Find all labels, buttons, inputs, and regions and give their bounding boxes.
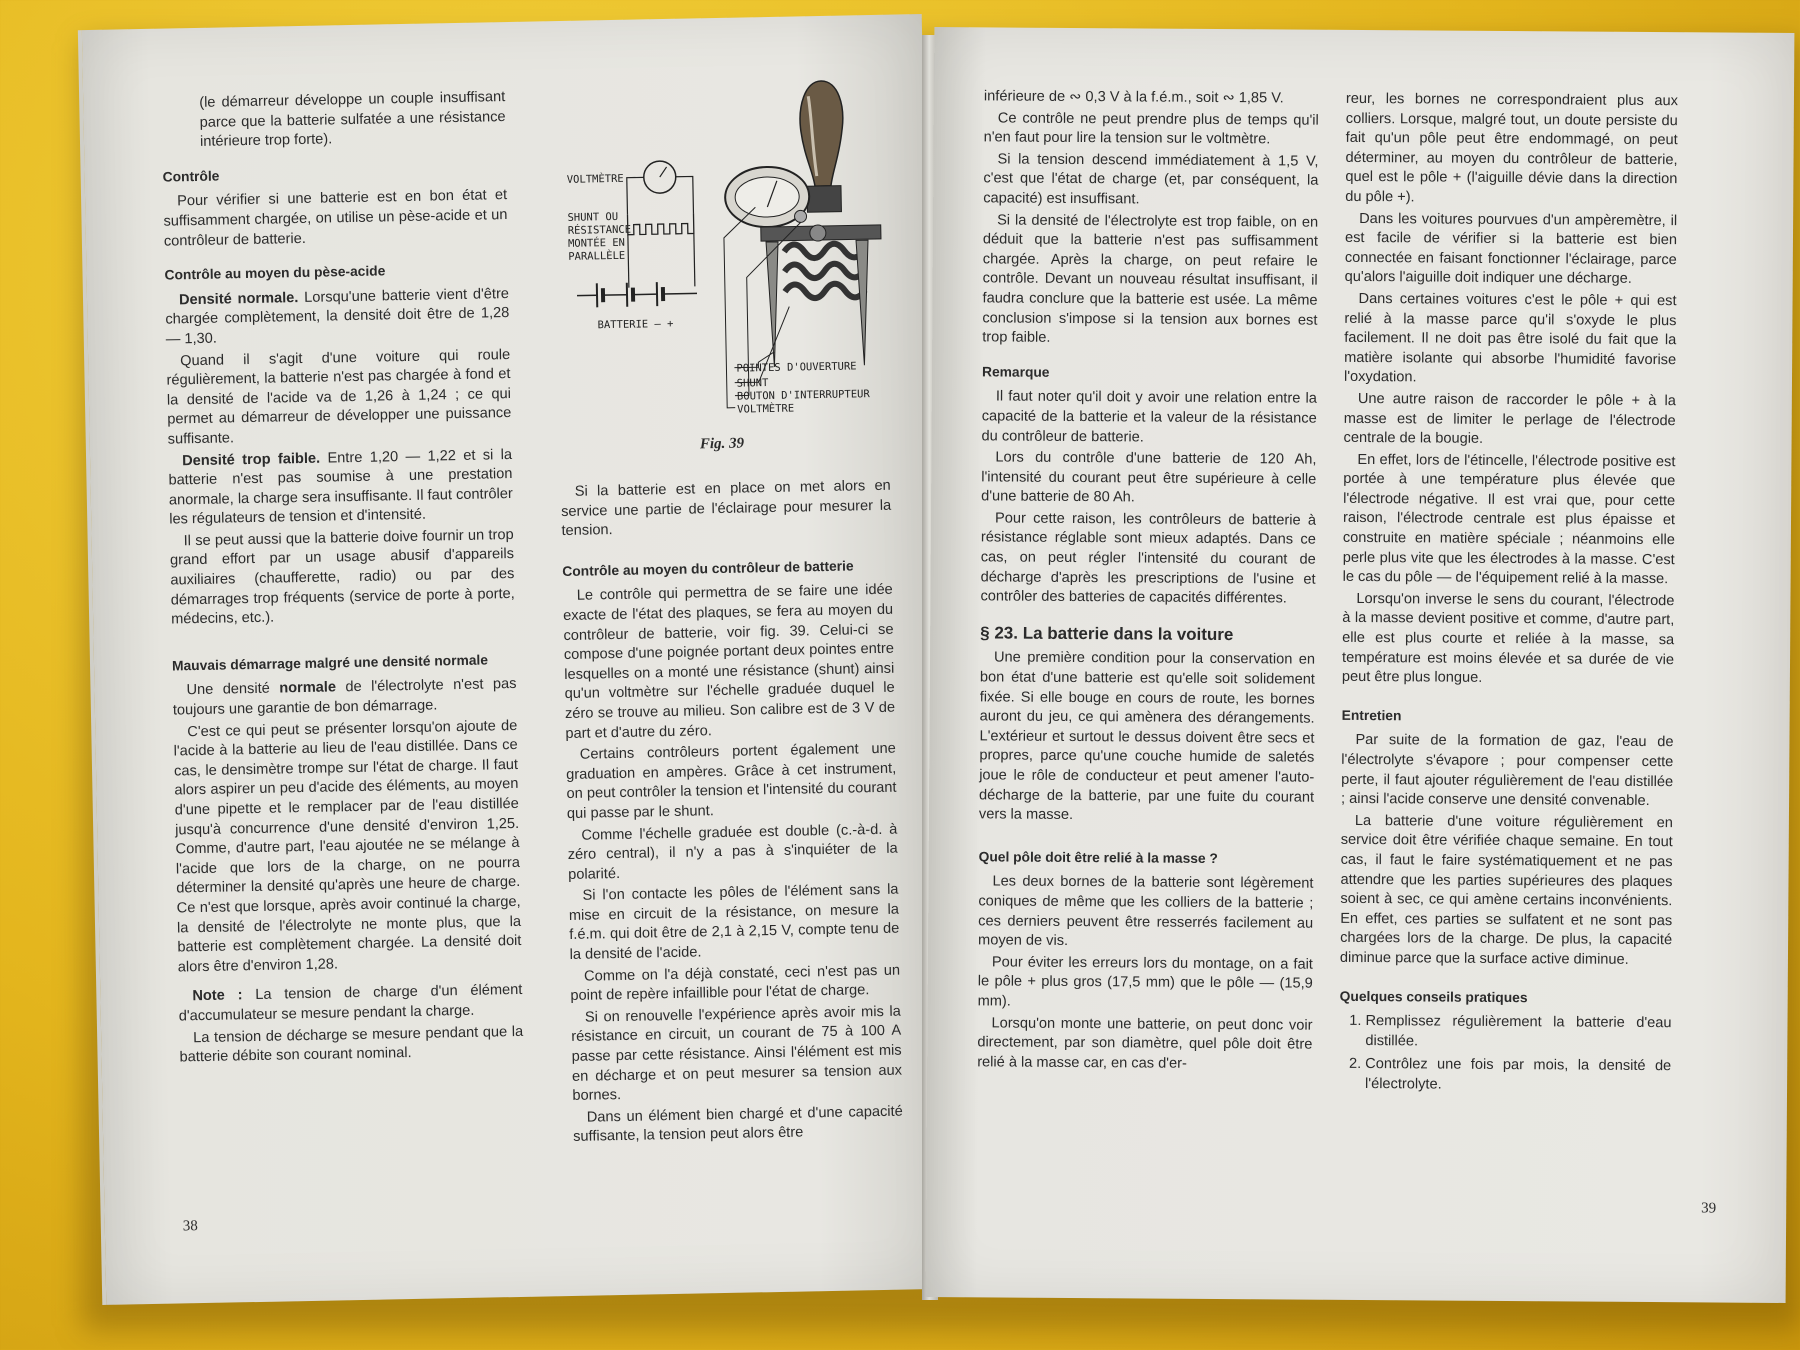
- paragraph: C'est ce qui peut se présenter lorsqu'on ajoute de l'acide à la batterie au lieu de l'eau distillée. Dans ce cas, le densimètre trompe sur l'état de charge. Il faut alors aspirer un peu d'acide des éléments, au moyen d'une pipette et le remplacer par de l'eau distillée jusqu'à concurrence d'une densité d'environ 1,25. Comme, d'autre part, l'eau ajoutée ne se mélange à l'acide que lors de la charge, on ne pourra déterminer la densité qu'après une heure de charge. Ce n'est que lorsque, après avoir continué la charge, la densité de l'électrolyte ne monte plus, que la batterie est complètement chargée. La densité doit alors être d'environ 1,28.: [173, 717, 522, 976]
- paragraph: Lorsqu'on inverse le sens du courant, l'électrode à la masse devient positive et comme, d'autre part, elle est plus courte et reliée à la masse, sa température est moins élevée et sa durée de vie peut être plus longue.: [1341, 590, 1675, 687]
- label-shunt-ou: SHUNT OU: [567, 210, 619, 224]
- heading-entretien: Entretien: [1341, 707, 1402, 724]
- paragraph: Dans un élément bien chargé et d'une capacité suffisante, la tension peut alors être: [573, 1103, 903, 1146]
- heading-controleur: Contrôle au moyen du contrôleur de batterie: [562, 558, 854, 579]
- page-number-right: 39: [1701, 1200, 1717, 1217]
- paragraph: [165, 285, 510, 350]
- text-run: de l'électrolyte n'est pas toujours une garantie de bon démarrage.: [172, 676, 517, 719]
- right-page: [926, 27, 1795, 1303]
- heading-pese-acide: Contrôle au moyen du pèse-acide: [164, 263, 386, 283]
- list-item: 2. Contrôlez une fois par mois, la densité de l'électrolyte.: [1365, 1055, 1671, 1096]
- left-page: [78, 14, 946, 1305]
- paragraph: La tension de décharge se mesure pendant que la batterie débite son courant nominal.: [179, 1023, 524, 1066]
- paragraph: En effet, lors de l'étincelle, l'électrode positive est portée à une température plus élevée que l'électrode négative. Il est vrai que, pour cette raison, l'électrode centrale est plus épaisse et construite en matière spéciale ; néanmoins elle perle plus vite que les électrodes à la masse. C'est le cas du pôle — de l'équipement relié à la masse.: [1342, 451, 1676, 588]
- label-voltmetre-2: VOLTMÈTRE: [737, 402, 795, 416]
- right-column-1: [977, 87, 1319, 1077]
- paragraph: Si l'on contacte les pôles de l'élément sans la mise en circuit de la résistance, on mesure la f.é.m. qui doit être de 2,1 à 2,15 V, compte tenu de la densité de l'acide.: [568, 881, 900, 964]
- battery-tester-illustration: [723, 80, 883, 368]
- paragraph: Lors du contrôle d'une batterie de 120 Ah, l'intensité du courant peut être supérieure à celle d'une batterie de 80 Ah.: [981, 449, 1317, 506]
- paragraph: Ce contrôle ne peut prendre plus de temps qu'il n'en faut pour lire la tension sur le voltmètre.: [983, 110, 1319, 148]
- label-shunt: SHUNT: [736, 377, 769, 390]
- paragraph: Pour cette raison, les contrôleurs de batterie à résistance réglable sont mieux adaptés. Dans ce cas, on peut régler l'intensité du courant de décharge d'après les prescriptions de l'usine et contrôler des batteries de capacités différentes.: [980, 510, 1317, 607]
- battery-symbol: [577, 281, 697, 307]
- text-run: Une densité: [186, 680, 280, 699]
- bold-term: Densité normale.: [178, 289, 299, 309]
- paragraph: Si la densité de l'électrolyte est trop faible, on en déduit que la batterie n'est pas suffisamment chargée. Après la charge, on peut refaire le contrôle. Devant un nouveau résultat insuffisant, il faudra conclure que la batterie est usée. La même conclusion s'impose si la tension aux bornes est trop faible.: [982, 212, 1319, 346]
- label-montee-en: MONTÉE EN: [567, 236, 626, 250]
- label-pointes: POINTES D'OUVERTURE: [736, 360, 857, 375]
- paragraph: reur, les bornes ne correspondraient plus aux colliers. Lorsque, malgré tout, un doute persiste du fait qu'un pôle peut être endommagé, on peut déterminer, au moyen du contrôleur de batterie, quel est le pôle + (l'aiguille dévie dans la direction du pôle +).: [1345, 90, 1678, 206]
- paragraph: Par suite de la formation de gaz, l'eau de l'électrolyte s'évapore ; pour compenser cette perte, il faut ajouter régulièrement de l'eau distillée ; ainsi l'acide conserve une densité convenable.: [1341, 732, 1674, 810]
- paragraph: Pour vérifier si une batterie est en bon état et suffisamment chargée, on utilise un pèse-acide et un contrôleur de batterie.: [163, 187, 508, 250]
- paragraph: Dans les voitures pourvues d'un ampèremètre, il est facile de vérifier si la batterie est bien connectée en faisant fonctionner l'éclairage, parce qu'alors l'aiguille doit indiquer une décharge.: [1344, 210, 1678, 288]
- paragraph: Pour éviter les erreurs lors du montage, on a fait le pôle + plus gros (17,5 mm) que le pôle — (15,9 mm).: [977, 954, 1313, 1010]
- paragraph: (le démarreur développe un couple insuffisant parce que la batterie sulfatée a une résistance intérieure trop forte).: [199, 89, 506, 151]
- figure-39-diagram: [553, 75, 900, 431]
- label-voltmetre: VOLTMÈTRE: [566, 172, 624, 186]
- paragraph: Une première condition pour la conservation en bon état d'une batterie est qu'elle soit solidement fixée. Si elle bouge en cours de route, les bornes auront du jeu, ce qui amènera des dérangements. L'extérieur et surtout le dessus doivent être secs et propres, parce qu'une couche humide de saletés joue le rôle de conducteur et peut amener l'auto-décharge de la batterie, par une fuite du courant vers la masse.: [978, 649, 1316, 824]
- text-run: La tension de charge d'un élément d'accumulateur se mesure pendant la charge.: [178, 982, 523, 1025]
- label-resistance: RÉSISTANCE: [567, 223, 632, 237]
- bold-term: normale: [279, 679, 337, 697]
- paragraph: Il se peut aussi que la batterie doive fournir un trop grand effort par un usage abusif d'appareils auxiliaires (chaufferette, radio) ou par des démarrages trop fréquents (service de porte à porte, médecins, etc.).: [169, 526, 515, 628]
- resistor-symbol: [627, 213, 693, 234]
- label-batterie: BATTERIE – +: [597, 317, 674, 332]
- label-bouton: BOUTON D'INTERRUPTEUR: [736, 388, 870, 403]
- paragraph: [178, 981, 523, 1027]
- heading-quel-pole: Quel pôle doit être relié à la masse ?: [978, 849, 1218, 866]
- heading-section-23: § 23. La batterie dans la voiture: [980, 623, 1234, 644]
- paragraph: Dans certaines voitures c'est le pôle + qui est relié à la masse parce qu'il s'oxyde le plus facilement. Il ne doit pas être isolé du fait que la matière isolante qui absorbe l'humidité favorise l'oxydation.: [1343, 290, 1677, 386]
- label-parallele: PARALLÈLE: [568, 249, 626, 263]
- text-run: Entre 1,20 — 1,22 et si la batterie n'est pas soumise à une prestation anormale, la charge sera insuffisante. Il faut contrôler les régulateurs de tension et d'intensité.: [168, 446, 513, 528]
- paragraph: Le contrôle qui permettra de se faire une idée exacte de l'état des plaques, se fera au moyen du contrôleur de batterie, voir fig. 39. Celui-ci se compose d'une poignée portant deux pointes entre lesquelles on a monté une résistance (shunt) ainsi qu'un voltmètre sur l'échelle graduée duquel le zéro se trouve au milieu. Son calibre est de 3 V de part et d'autre du zéro.: [563, 582, 896, 742]
- heading-conseils: Quelques conseils pratiques: [1339, 988, 1528, 1005]
- heading-mauvais-demarrage: Mauvais démarrage malgré une densité normale: [171, 652, 489, 674]
- paragraph: Certains contrôleurs portent également une graduation en ampères. Grâce à cet instrument, on peut contrôler la tension et l'intensité du courant qui passe par le shunt.: [566, 740, 897, 822]
- left-column-2: [561, 477, 904, 1150]
- paragraph: Quand il s'agit d'une voiture qui roule régulièrement, la batterie n'est pas chargée à fond et la densité de l'acide va de 1,26 à 1,24 ; ce qui permet au démarreur de développer une puissance suffisante.: [166, 346, 512, 448]
- heading-remarque: Remarque: [981, 364, 1050, 380]
- paragraph: Si on renouvelle l'expérience après avoir mis la résistance en circuit, un courant de 75 à 100 A passe par cette résistance. Ainsi l'élément est mis en décharge et on peut mesurer sa tension aux bornes.: [571, 1003, 903, 1105]
- paragraph: La batterie d'une voiture régulièrement en service doit être vérifiée chaque semaine. En tout cas, il faut le faire systématiquement et ne pas attendre que les parties supérieures des plaques soient à sec, ce qui amène certains inconvénients. En effet, ces parties se sulfatent et ne sont pas chargées lors de la charge. De plus, la capacité diminue parce que la surface active diminue.: [1339, 812, 1673, 968]
- paragraph: Il faut noter qu'il doit y avoir une relation entre la capacité de la batterie et la valeur de la résistance du contrôleur de batterie.: [981, 388, 1317, 445]
- paragraph: [168, 445, 513, 530]
- paragraph: Comme l'échelle graduée est double (c.-à-d. à zéro central), il n'y a pas à s'inquiéter de la polarité.: [567, 821, 898, 883]
- paragraph: Une autre raison de raccorder le pôle + à la masse est de limiter le perlage de l'électrode centrale de la bougie.: [1343, 390, 1676, 447]
- bold-term: Densité trop faible.: [181, 450, 321, 469]
- paragraph: Les deux bornes de la batterie sont légèrement coniques de même que les colliers de la batterie ; ces derniers peuvent être resserrés facilement au moyen de vis.: [978, 873, 1314, 950]
- heading-controle: Contrôle: [162, 168, 220, 185]
- list-item: 1. Remplissez régulièrement la batterie d'eau distillée.: [1365, 1012, 1671, 1053]
- conseils-list: [1339, 1012, 1672, 1097]
- paragraph: inférieure de ∾ 0,3 V à la f.é.m., soit ∾ 1,85 V.: [983, 88, 1284, 107]
- left-column-1: [161, 88, 524, 1070]
- paragraph: Comme on l'a déjà constaté, ceci n'est pas un point de repère infaillible pour l'état de charge.: [570, 962, 901, 1005]
- paragraph: Lorsqu'on monte une batterie, on peut donc voir directement, par son diamètre, quel pôle doit être relié à la masse car, en cas d'er-: [977, 1014, 1313, 1072]
- paragraph: [172, 675, 517, 721]
- text-run: Lorsqu'une batterie vient d'être chargée complètement, la densité doit être de 1,28 — 1,30.: [165, 285, 510, 348]
- right-column-2: [1339, 90, 1678, 1101]
- figure-caption: Fig. 39: [699, 435, 745, 453]
- paragraph: Si la batterie est en place on met alors en service une partie de l'éclairage pour mesurer la tension.: [561, 477, 892, 540]
- page-number-left: 38: [182, 1218, 198, 1235]
- bold-term: Note :: [192, 987, 243, 1005]
- paragraph: Si la tension descend immédiatement à 1,5 V, c'est que l'état de charge (et, par conséquent, la capacité) est insuffisant.: [983, 151, 1319, 208]
